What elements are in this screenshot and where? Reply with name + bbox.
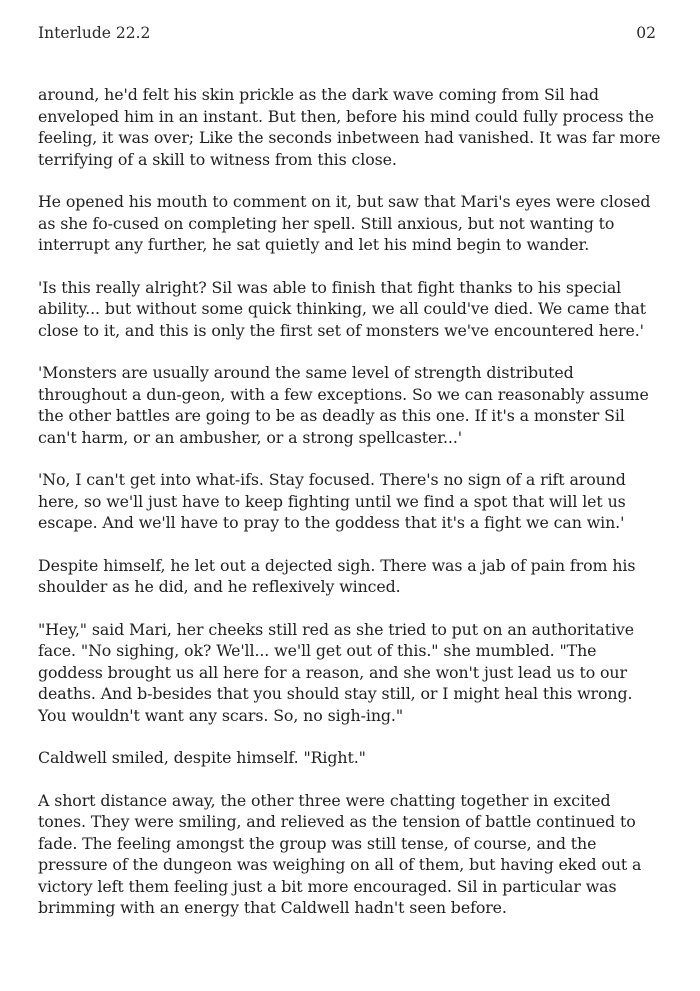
paragraph: Caldwell smiled, despite himself. "Right." bbox=[38, 748, 366, 767]
paragraph: 'No, I can't get into what-ifs. Stay focused. There's no sign of a rift around here, so we'll just have to keep fighting until we find a spot that will let us escape. And we'll have to pray to the goddess that it's a fight we can win.' bbox=[38, 470, 626, 532]
body-text bbox=[38, 84, 662, 940]
paragraph: 'Monsters are usually around the same level of strength distributed throughout a dun-geon, with a few exceptions. So we can reasonably assume the other battles are going to be as deadly as this one. If it's a monster Sil can't harm, or an ambusher, or a strong spellcaster...' bbox=[38, 363, 649, 447]
paragraph: around, he'd felt his skin prickle as the dark wave coming from Sil had enveloped him in an instant. But then, before his mind could fully process the feeling, it was over; Like the seconds inbetween had vanished. It was far more terrifying of a skill to witness from this close. bbox=[38, 85, 661, 169]
page-header bbox=[38, 22, 656, 44]
page-number: 02 bbox=[636, 24, 656, 42]
paragraph: 'Is this really alright? Sil was able to finish that fight thanks to his special ability... but without some quick thinking, we all could've died. We came that close to it, and this is only the first set of monsters we've encountered here.' bbox=[38, 277, 647, 340]
chapter-title: Interlude 22.2 bbox=[38, 24, 151, 42]
paragraph: He opened his mouth to comment on it, but saw that Mari's eyes were closed as she fo-cused on completing her spell. Still anxious, but not wanting to interrupt any further, he sat quietly and let his mind begin to wander. bbox=[38, 192, 651, 254]
paragraph: Despite himself, he let out a dejected sigh. There was a jab of pain from his shoulder as he did, and he reflexively winced. bbox=[38, 555, 636, 596]
paragraph: "Hey," said Mari, her cheeks still red as she tried to put on an authoritative face. "No sighing, ok? We'll... we'll get out of this." she mumbled. "The goddess brought us all here for a reason, and she won't just lead us to our deaths. And b-besides that you should stay still, or I might heal this wrong. You wouldn't want any scars. So, no sigh-ing." bbox=[38, 619, 635, 725]
paragraph: A short distance away, the other three were chatting together in excited tones. They were smiling, and relieved as the tension of battle continued to fade. The feeling amongst the group was still tense, of course, and the pressure of the dungeon was weighing on all of them, but having eked out a victory left them feeling just a bit more encouraged. Sil in particular was brimming with an energy that Caldwell hadn't seen before. bbox=[38, 790, 642, 917]
